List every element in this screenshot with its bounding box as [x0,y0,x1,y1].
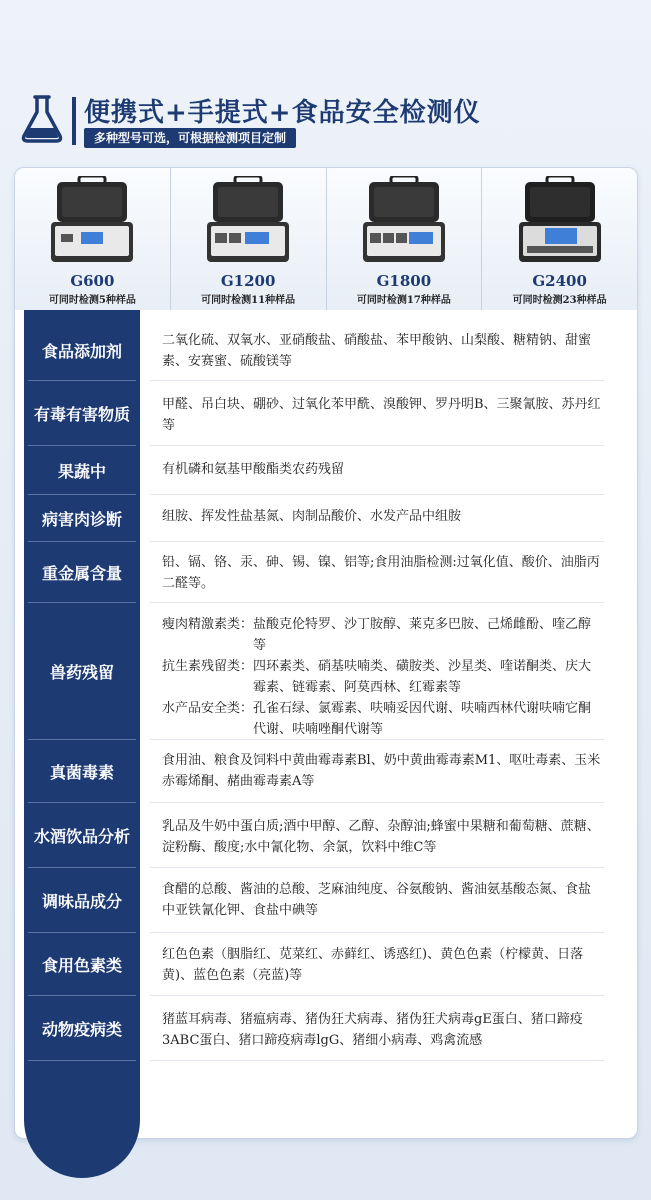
category-text: 组胺、挥发性盐基氮、肉制品酸价、水发产品中组胺 [162,509,462,524]
category-label: 动物疫病类 [41,1019,122,1039]
category-label: 水酒饮品分析 [33,826,130,846]
row-divider [150,867,604,868]
flask-icon [20,94,64,144]
vet-residue-value: 盐酸克伦特罗、沙丁胺醇、莱克多巴胺、己烯雌酚、喹乙醇等 [253,617,592,653]
title-divider [72,97,76,145]
vet-residue-key: 瘦肉精激素类： [162,617,254,632]
row-divider [150,932,604,933]
model-strip [15,168,637,310]
row-divider [150,445,604,446]
row-divider [150,1060,604,1061]
instrument-case-image [361,176,447,268]
model-g1200 [170,168,326,310]
category-text: 乳品及牛奶中蛋白质;酒中甲醇、乙醇、杂醇油;蜂蜜中果糖和葡萄糖、蔗糖、淀粉酶、酸度;水中氰化物、余氯，饮料中维C等 [162,819,600,855]
category-label: 病害肉诊断 [41,509,122,529]
row-divider [150,541,604,542]
category-text: 有机磷和氨基甲酸酯类农药残留 [162,462,345,477]
vet-residue-line [162,614,602,656]
model-name: G1800 [376,272,432,290]
vet-residue-key: 水产品安全类： [162,701,254,716]
model-name: G1200 [220,272,276,290]
model-g600 [15,168,170,310]
category-label: 兽药残留 [49,662,114,682]
row-divider [150,802,604,803]
category-text: 二氧化硫、双氧水、亚硝酸盐、硝酸盐、苯甲酸钠、山梨酸、糖精钠、甜蜜素、安赛蜜、硫酸镁等 [162,333,592,369]
category-text: 铅、镉、铬、汞、砷、锡、镍、铝等;食用油脂检测:过氧化值、酸价、油脂丙二醛等。 [162,555,600,591]
category-text: 甲醛、吊白块、硼砂、过氧化苯甲酰、溴酸钾、罗丹明B、三聚氰胺、苏丹红等 [162,397,601,433]
vet-residue-key: 抗生素残留类： [162,659,254,674]
category-text: 红色色素（胭脂红、苋菜红、赤藓红、诱惑红)、黄色色素（柠檬黄、日落黄)、蓝色色素（亮蓝)等 [162,947,584,983]
vet-residue-line [162,698,602,740]
vet-residue-details [162,614,602,740]
row-divider [150,494,604,495]
category-text: 食醋的总酸、酱油的总酸、芝麻油纯度、谷氨酸钠、酱油氨基酸态氮、食盐中亚铁氰化钾、食盐中碘等 [162,882,592,918]
category-label: 食品添加剂 [41,341,122,361]
vet-residue-value: 四环素类、硝基呋喃类、磺胺类、沙星类、喹诺酮类、庆大霉素、链霉素、阿莫西林、红霉素等 [253,659,592,695]
page-subtitle-badge: 多种型号可选，可根据检测项目定制 [84,128,296,148]
category-text: 猪蓝耳病毒、猪瘟病毒、猪伪狂犬病毒、猪伪狂犬病毒gE蛋白、猪口蹄疫3ABC蛋白、猪口蹄疫病毒lgG、猪细小病毒、鸡禽流感 [162,1012,583,1048]
model-desc: 可同时检测23种样品 [512,295,607,306]
category-label: 果蔬中 [57,461,106,481]
model-desc: 可同时检测17种样品 [356,295,451,306]
page-header [0,0,651,170]
row-divider [150,602,604,603]
category-label: 有毒有害物质 [33,404,130,424]
model-g2400 [481,168,637,310]
row-divider [28,1060,136,1061]
model-g1800 [326,168,482,310]
category-label: 调味品成分 [41,891,122,911]
instrument-case-image [517,176,603,268]
vet-residue-value: 孔雀石绿、氯霉素、呋喃妥因代谢、呋喃西林代谢呋喃它酮代谢、呋喃唑酮代谢等 [253,701,592,737]
instrument-case-image [205,176,291,268]
category-label: 真菌毒素 [49,762,114,782]
model-desc: 可同时检测11种样品 [201,295,296,306]
row-divider [150,739,604,740]
category-label: 食用色素类 [41,955,122,975]
model-desc: 可同时检测5种样品 [48,295,136,306]
row-divider [150,995,604,996]
model-name: G2400 [532,272,587,290]
vet-residue-line [162,656,602,698]
category-label: 重金属含量 [41,563,122,583]
model-name: G600 [70,272,115,290]
page-title: 便携式+手提式+食品安全检测仪 [84,98,481,128]
category-text: 食用油、粮食及饲料中黄曲霉毒素Bl、奶中黄曲霉毒素M1、呕吐毒素、玉米赤霉烯酮、赭曲霉毒素A等 [162,753,601,789]
row-divider [150,380,604,381]
instrument-case-image [49,176,135,268]
